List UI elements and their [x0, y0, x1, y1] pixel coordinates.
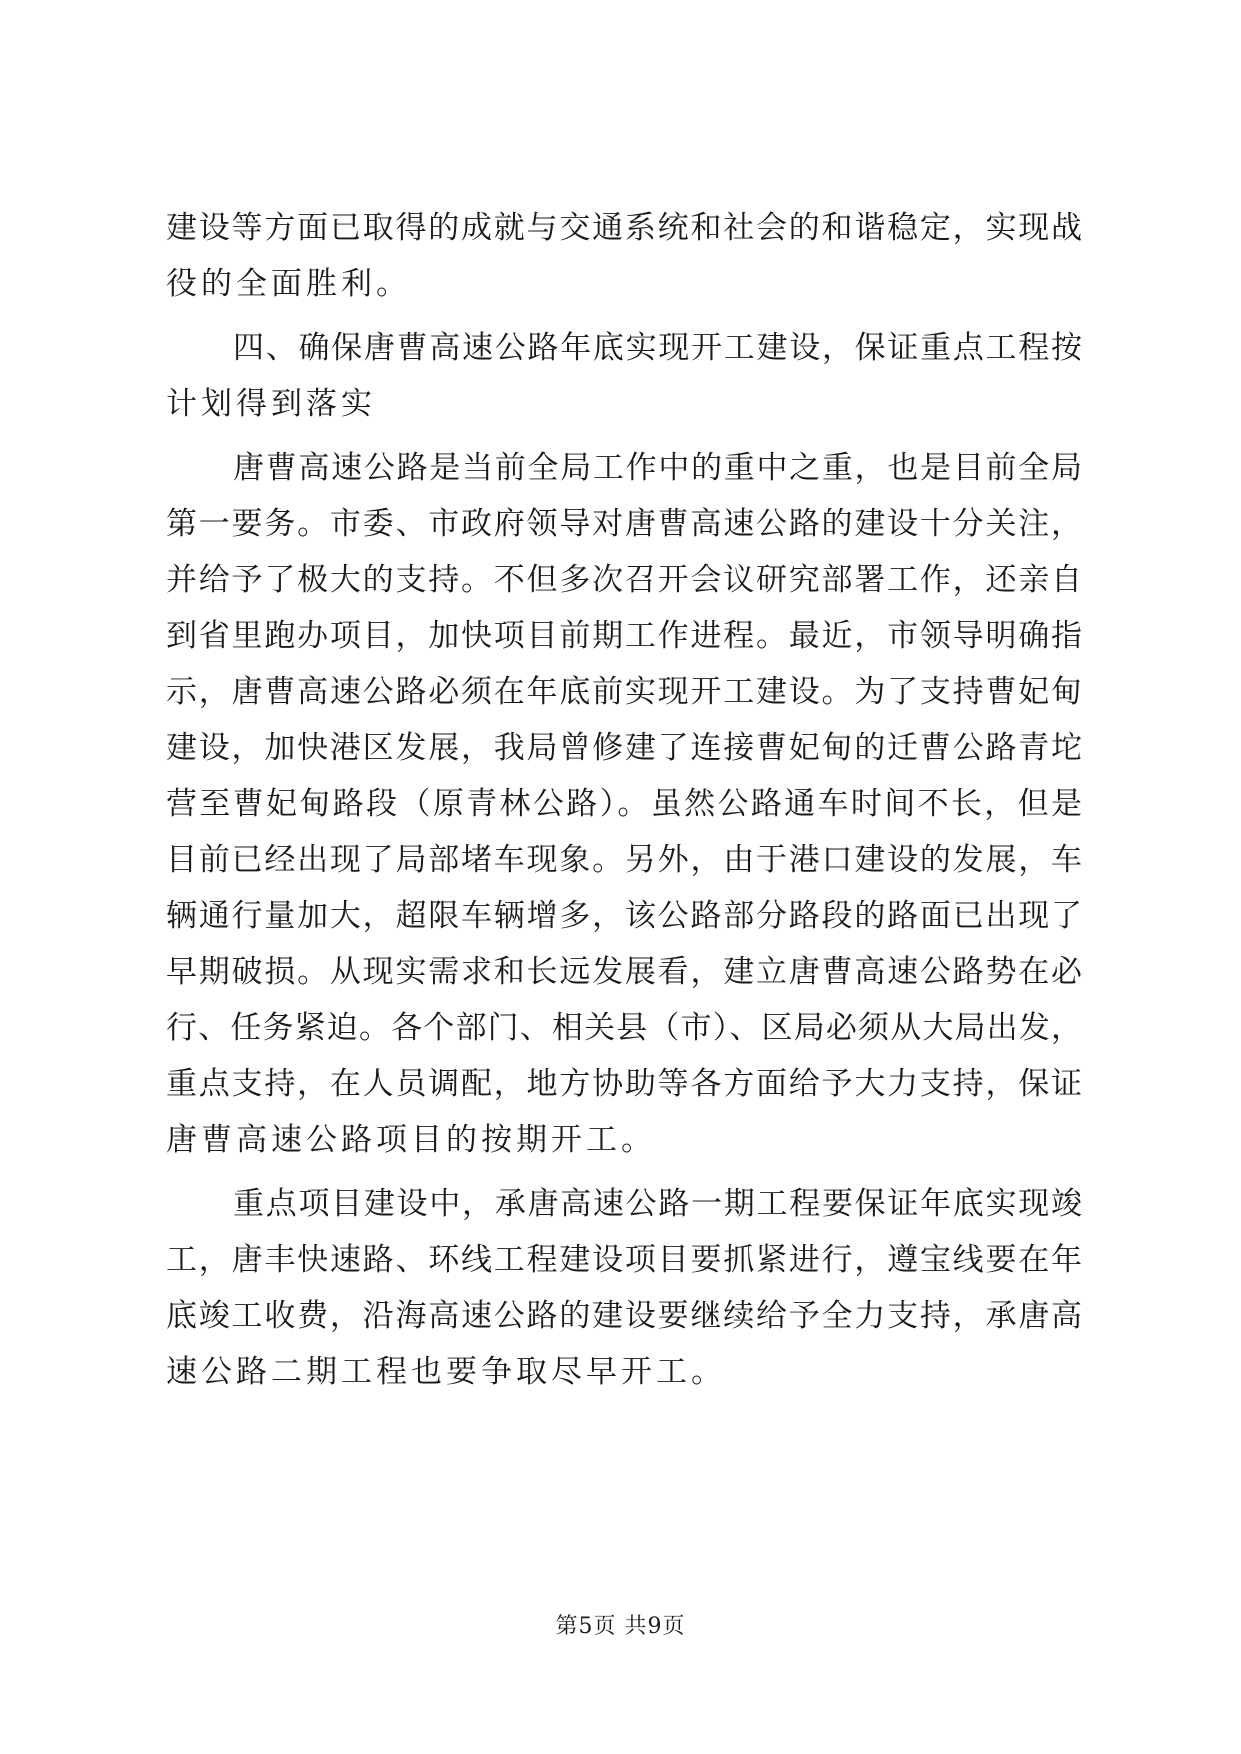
text-line: 第一要务。市委、市政府领导对唐曹高速公路的建设十分关注，	[166, 506, 1082, 542]
text-line: 唐曹高速公路项目的按期开工。	[166, 1122, 656, 1158]
text-line: 早期破损。从现实需求和长远发展看，建立唐曹高速公路势在必	[166, 954, 1082, 990]
text-line: 重点支持，在人员调配，地方协助等各方面给予大力支持，保证	[166, 1066, 1082, 1102]
page-number-footer: 第5页 共9页	[555, 1614, 686, 1639]
section-heading-line: 计划得到落实	[166, 386, 376, 422]
text-line: 营至曹妃甸路段（原青林公路）。虽然公路通车时间不长，但是	[166, 786, 1082, 822]
text-line: 行、任务紧迫。各个部门、相关县（市）、区局必须从大局出发，	[166, 1010, 1082, 1046]
text-line: 目前已经出现了局部堵车现象。另外，由于港口建设的发展，车	[166, 842, 1082, 878]
text-line: 底竣工收费，沿海高速公路的建设要继续给予全力支持，承唐高	[166, 1298, 1082, 1334]
text-line: 工，唐丰快速路、环线工程建设项目要抓紧进行，遵宝线要在年	[166, 1242, 1082, 1278]
text-line: 重点项目建设中，承唐高速公路一期工程要保证年底实现竣	[233, 1186, 1082, 1222]
text-line: 唐曹高速公路是当前全局工作中的重中之重，也是目前全局	[233, 450, 1082, 486]
text-line: 建设等方面已取得的成就与交通系统和社会的和谐稳定，实现战	[166, 210, 1082, 246]
text-line: 示，唐曹高速公路必须在年底前实现开工建设。为了支持曹妃甸	[166, 674, 1082, 710]
section-heading-line: 四、确保唐曹高速公路年底实现开工建设，保证重点工程按	[233, 330, 1082, 366]
text-line: 到省里跑办项目，加快项目前期工作进程。最近，市领导明确指	[166, 618, 1082, 654]
text-line: 速公路二期工程也要争取尽早开工。	[166, 1354, 726, 1390]
document-body	[166, 200, 1082, 1400]
text-line: 役的全面胜利。	[166, 266, 411, 302]
text-line: 辆通行量加大，超限车辆增多，该公路部分路段的路面已出现了	[166, 898, 1082, 934]
text-line: 建设，加快港区发展，我局曾修建了连接曹妃甸的迁曹公路青坨	[166, 730, 1082, 766]
text-line: 并给予了极大的支持。不但多次召开会议研究部署工作，还亲自	[166, 562, 1082, 598]
